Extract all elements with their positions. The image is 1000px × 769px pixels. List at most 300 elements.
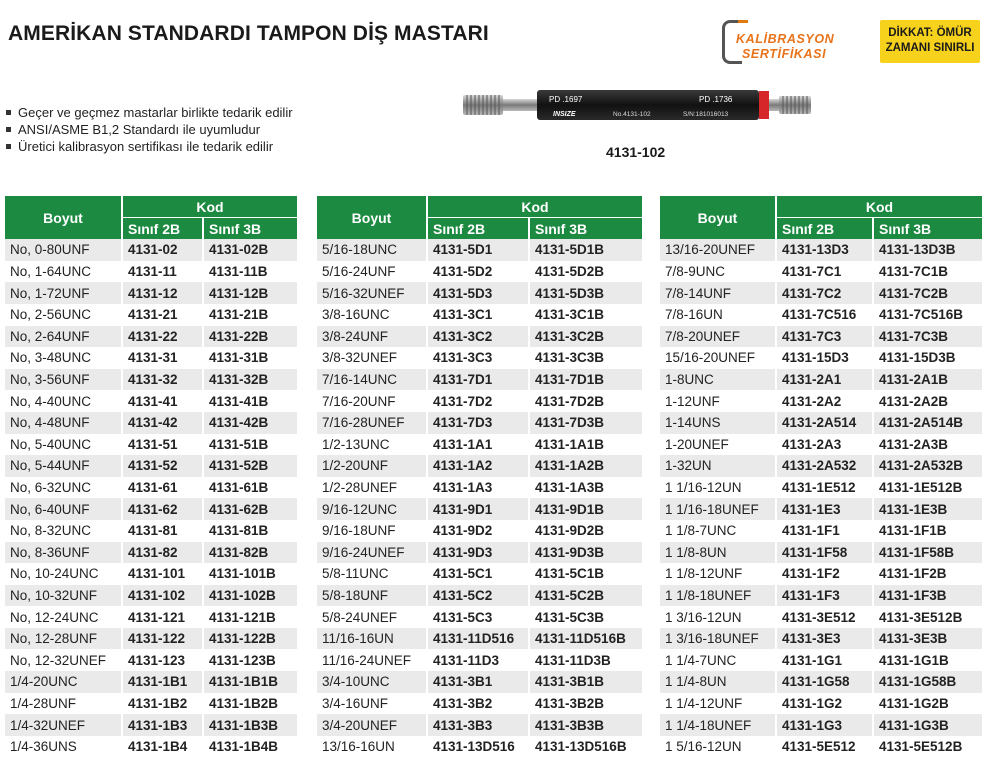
- class-3b-code-cell: 4131-1E3B: [873, 498, 982, 520]
- class-3b-code-cell: 4131-13D516B: [529, 736, 642, 758]
- table-row: [5, 585, 297, 607]
- lifetime-warning-badge: [880, 20, 980, 63]
- table-row: [660, 412, 982, 434]
- class-3b-code-cell: 4131-82B: [203, 542, 297, 564]
- class-2b-code-cell: 4131-1B2: [122, 693, 203, 715]
- class-3b-code-cell: 4131-62B: [203, 498, 297, 520]
- table-row: [5, 671, 297, 693]
- class-3b-code-cell: 4131-02B: [203, 239, 297, 261]
- class-2b-code-cell: 4131-1G1: [776, 649, 873, 671]
- product-image-caption: 4131-102: [606, 144, 666, 160]
- size-cell: No, 3-56UNF: [5, 369, 122, 391]
- class-2b-code-cell: 4131-61: [122, 477, 203, 499]
- class-2b-code-cell: 4131-81: [122, 520, 203, 542]
- table-row: [5, 369, 297, 391]
- class-3b-code-cell: 4131-1B2B: [203, 693, 297, 715]
- class-3b-code-cell: 4131-3E3B: [873, 628, 982, 650]
- table-row: [317, 390, 642, 412]
- class-2b-code-cell: 4131-1E512: [776, 477, 873, 499]
- size-cell: 7/16-28UNEF: [317, 412, 427, 434]
- class-2b-code-cell: 4131-1A1: [427, 434, 529, 456]
- size-cell: 1 3/16-12UN: [660, 606, 776, 628]
- table-row: [5, 455, 297, 477]
- class-3b-code-cell: 4131-101B: [203, 563, 297, 585]
- class-3b-code-cell: 4131-1F2B: [873, 563, 982, 585]
- size-code-table-1: [5, 196, 297, 757]
- class-3b-code-cell: 4131-31B: [203, 347, 297, 369]
- table-row: [660, 542, 982, 564]
- class-2b-code-cell: 4131-13D516: [427, 736, 529, 758]
- header-class-2b: Sınıf 2B: [122, 218, 203, 240]
- class-3b-code-cell: 4131-7C1B: [873, 261, 982, 283]
- size-cell: 9/16-24UNEF: [317, 542, 427, 564]
- size-cell: No, 6-32UNC: [5, 477, 122, 499]
- size-cell: No, 2-64UNF: [5, 326, 122, 348]
- class-2b-code-cell: 4131-2A514: [776, 412, 873, 434]
- table-row: [317, 261, 642, 283]
- class-3b-code-cell: 4131-1B1B: [203, 671, 297, 693]
- class-3b-code-cell: 4131-5E512B: [873, 736, 982, 758]
- size-cell: 5/8-11UNC: [317, 563, 427, 585]
- size-cell: No, 4-48UNF: [5, 412, 122, 434]
- class-2b-code-cell: 4131-3B3: [427, 714, 529, 736]
- class-2b-code-cell: 4131-3E3: [776, 628, 873, 650]
- class-2b-code-cell: 4131-2A3: [776, 434, 873, 456]
- size-cell: 1 1/8-8UN: [660, 542, 776, 564]
- class-2b-code-cell: 4131-2A1: [776, 369, 873, 391]
- gauge-serial: S/N:181016013: [683, 111, 729, 118]
- table-row: [5, 693, 297, 715]
- size-cell: No, 6-40UNF: [5, 498, 122, 520]
- class-3b-code-cell: 4131-7D3B: [529, 412, 642, 434]
- class-3b-code-cell: 4131-1G2B: [873, 693, 982, 715]
- size-cell: No, 8-36UNF: [5, 542, 122, 564]
- size-cell: 5/16-32UNEF: [317, 282, 427, 304]
- size-cell: 15/16-20UNEF: [660, 347, 776, 369]
- table-row: [660, 434, 982, 456]
- class-2b-code-cell: 4131-7C516: [776, 304, 873, 326]
- class-2b-code-cell: 4131-123: [122, 649, 203, 671]
- size-cell: 3/4-20UNEF: [317, 714, 427, 736]
- class-3b-code-cell: 4131-1B4B: [203, 736, 297, 758]
- header-size: Boyut: [317, 196, 427, 239]
- table-row: [5, 714, 297, 736]
- class-2b-code-cell: 4131-41: [122, 390, 203, 412]
- table-row: [5, 520, 297, 542]
- class-3b-code-cell: 4131-5D2B: [529, 261, 642, 283]
- class-3b-code-cell: 4131-5C1B: [529, 563, 642, 585]
- size-cell: 1 1/8-12UNF: [660, 563, 776, 585]
- table-row: [660, 369, 982, 391]
- size-cell: 1 3/16-18UNEF: [660, 628, 776, 650]
- class-2b-code-cell: 4131-1A3: [427, 477, 529, 499]
- table-row: [317, 585, 642, 607]
- class-2b-code-cell: 4131-1B4: [122, 736, 203, 758]
- class-3b-code-cell: 4131-1A2B: [529, 455, 642, 477]
- size-cell: No, 5-40UNC: [5, 434, 122, 456]
- size-cell: 3/8-16UNC: [317, 304, 427, 326]
- certificate-line1: KALİBRASYON: [736, 32, 835, 46]
- table-row: [660, 498, 982, 520]
- table-row: [660, 520, 982, 542]
- class-2b-code-cell: 4131-13D3: [776, 239, 873, 261]
- table-row: [5, 261, 297, 283]
- size-cell: 7/16-20UNF: [317, 390, 427, 412]
- gauge-brand-logo: INSIZE: [553, 111, 576, 118]
- size-cell: 5/8-18UNF: [317, 585, 427, 607]
- table-row: [317, 649, 642, 671]
- size-cell: 11/16-16UN: [317, 628, 427, 650]
- size-cell: 3/8-24UNF: [317, 326, 427, 348]
- nogo-thread-end: [779, 96, 811, 114]
- size-cell: No, 10-24UNC: [5, 563, 122, 585]
- gauge-pd-right: PD .1736: [699, 95, 733, 104]
- feature-item: ANSI/ASME B1,2 Standardı ile uyumludur: [6, 121, 293, 138]
- size-code-table-2: [317, 196, 642, 757]
- class-3b-code-cell: 4131-3B3B: [529, 714, 642, 736]
- table-row: [660, 477, 982, 499]
- class-2b-code-cell: 4131-1F2: [776, 563, 873, 585]
- class-3b-code-cell: 4131-2A514B: [873, 412, 982, 434]
- class-2b-code-cell: 4131-122: [122, 628, 203, 650]
- class-3b-code-cell: 4131-1E512B: [873, 477, 982, 499]
- class-2b-code-cell: 4131-5C3: [427, 606, 529, 628]
- size-cell: No, 10-32UNF: [5, 585, 122, 607]
- class-3b-code-cell: 4131-122B: [203, 628, 297, 650]
- class-2b-code-cell: 4131-11D3: [427, 649, 529, 671]
- table-row: [5, 628, 297, 650]
- size-cell: No, 12-24UNC: [5, 606, 122, 628]
- class-2b-code-cell: 4131-7D3: [427, 412, 529, 434]
- class-3b-code-cell: 4131-3C2B: [529, 326, 642, 348]
- class-2b-code-cell: 4131-82: [122, 542, 203, 564]
- class-2b-code-cell: 4131-32: [122, 369, 203, 391]
- class-3b-code-cell: 4131-5C2B: [529, 585, 642, 607]
- size-cell: No, 3-48UNC: [5, 347, 122, 369]
- table-row: [317, 282, 642, 304]
- class-2b-code-cell: 4131-5D1: [427, 239, 529, 261]
- table-row: [317, 736, 642, 758]
- size-cell: 9/16-12UNC: [317, 498, 427, 520]
- class-3b-code-cell: 4131-61B: [203, 477, 297, 499]
- class-3b-code-cell: 4131-3C3B: [529, 347, 642, 369]
- class-3b-code-cell: 4131-2A3B: [873, 434, 982, 456]
- class-2b-code-cell: 4131-11D516: [427, 628, 529, 650]
- size-cell: 1-20UNEF: [660, 434, 776, 456]
- size-cell: 1 1/16-12UN: [660, 477, 776, 499]
- class-3b-code-cell: 4131-21B: [203, 304, 297, 326]
- size-cell: 7/8-9UNC: [660, 261, 776, 283]
- size-cell: 1 1/4-8UN: [660, 671, 776, 693]
- size-cell: 3/4-16UNF: [317, 693, 427, 715]
- class-3b-code-cell: 4131-11B: [203, 261, 297, 283]
- table-row: [317, 477, 642, 499]
- table-row: [317, 693, 642, 715]
- class-2b-code-cell: 4131-1F58: [776, 542, 873, 564]
- table-row: [317, 434, 642, 456]
- table-row: [317, 671, 642, 693]
- size-cell: 1 1/16-18UNEF: [660, 498, 776, 520]
- size-cell: 9/16-18UNF: [317, 520, 427, 542]
- class-2b-code-cell: 4131-3E512: [776, 606, 873, 628]
- class-2b-code-cell: 4131-1A2: [427, 455, 529, 477]
- class-3b-code-cell: 4131-1F1B: [873, 520, 982, 542]
- table-row: [317, 520, 642, 542]
- size-cell: 1/2-20UNF: [317, 455, 427, 477]
- size-cell: 7/8-20UNEF: [660, 326, 776, 348]
- class-2b-code-cell: 4131-5D3: [427, 282, 529, 304]
- warning-line2: ZAMANI SINIRLI: [885, 42, 975, 54]
- class-3b-code-cell: 4131-2A2B: [873, 390, 982, 412]
- size-cell: 13/16-20UNEF: [660, 239, 776, 261]
- class-3b-code-cell: 4131-9D3B: [529, 542, 642, 564]
- class-2b-code-cell: 4131-9D1: [427, 498, 529, 520]
- table-row: [5, 606, 297, 628]
- class-3b-code-cell: 4131-7D1B: [529, 369, 642, 391]
- size-code-table-3: [660, 196, 982, 757]
- class-3b-code-cell: 4131-3E512B: [873, 606, 982, 628]
- header-class-3b: Sınıf 3B: [203, 218, 297, 240]
- table-row: [317, 347, 642, 369]
- table-row: [5, 736, 297, 758]
- header-class-2b: Sınıf 2B: [427, 218, 529, 240]
- header-code: Kod: [122, 196, 297, 218]
- class-2b-code-cell: 4131-22: [122, 326, 203, 348]
- size-cell: 13/16-16UN: [317, 736, 427, 758]
- class-3b-code-cell: 4131-32B: [203, 369, 297, 391]
- size-cell: No, 12-28UNF: [5, 628, 122, 650]
- class-2b-code-cell: 4131-02: [122, 239, 203, 261]
- table-row: [660, 628, 982, 650]
- class-2b-code-cell: 4131-42: [122, 412, 203, 434]
- size-cell: No, 12-32UNEF: [5, 649, 122, 671]
- table-row: [317, 498, 642, 520]
- header-code: Kod: [427, 196, 642, 218]
- table-row: [5, 477, 297, 499]
- table-row: [660, 282, 982, 304]
- table-row: [660, 693, 982, 715]
- size-cell: 11/16-24UNEF: [317, 649, 427, 671]
- size-cell: 1/4-36UNS: [5, 736, 122, 758]
- class-3b-code-cell: 4131-42B: [203, 412, 297, 434]
- size-cell: 7/16-14UNC: [317, 369, 427, 391]
- class-3b-code-cell: 4131-81B: [203, 520, 297, 542]
- table-row: [317, 369, 642, 391]
- size-cell: No, 4-40UNC: [5, 390, 122, 412]
- class-2b-code-cell: 4131-1G58: [776, 671, 873, 693]
- table-row: [317, 606, 642, 628]
- table-row: [660, 239, 982, 261]
- size-cell: 1-12UNF: [660, 390, 776, 412]
- table-row: [660, 326, 982, 348]
- feature-item: Üretici kalibrasyon sertifikası ile tedarik edilir: [6, 138, 293, 155]
- size-cell: 1-32UN: [660, 455, 776, 477]
- table-row: [5, 390, 297, 412]
- class-2b-code-cell: 4131-52: [122, 455, 203, 477]
- table-row: [317, 326, 642, 348]
- class-3b-code-cell: 4131-3C1B: [529, 304, 642, 326]
- size-cell: No, 5-44UNF: [5, 455, 122, 477]
- class-2b-code-cell: 4131-3B2: [427, 693, 529, 715]
- size-cell: 3/8-32UNEF: [317, 347, 427, 369]
- class-2b-code-cell: 4131-5D2: [427, 261, 529, 283]
- table-row: [317, 714, 642, 736]
- size-cell: No, 8-32UNC: [5, 520, 122, 542]
- table-row: [5, 412, 297, 434]
- table-row: [660, 714, 982, 736]
- table-row: [5, 542, 297, 564]
- class-3b-code-cell: 4131-1A1B: [529, 434, 642, 456]
- table-row: [660, 390, 982, 412]
- class-3b-code-cell: 4131-1G1B: [873, 649, 982, 671]
- certificate-line2: SERTİFİKASI: [742, 47, 827, 61]
- class-2b-code-cell: 4131-1G2: [776, 693, 873, 715]
- class-2b-code-cell: 4131-102: [122, 585, 203, 607]
- class-3b-code-cell: 4131-1G58B: [873, 671, 982, 693]
- class-2b-code-cell: 4131-1B1: [122, 671, 203, 693]
- class-2b-code-cell: 4131-1F1: [776, 520, 873, 542]
- class-3b-code-cell: 4131-123B: [203, 649, 297, 671]
- class-3b-code-cell: 4131-2A1B: [873, 369, 982, 391]
- class-2b-code-cell: 4131-11: [122, 261, 203, 283]
- size-cell: 1-8UNC: [660, 369, 776, 391]
- class-3b-code-cell: 4131-1F3B: [873, 585, 982, 607]
- class-2b-code-cell: 4131-5C1: [427, 563, 529, 585]
- calibration-certificate-badge: [722, 20, 862, 68]
- thread-plug-gauge-image: [463, 88, 811, 122]
- class-3b-code-cell: 4131-121B: [203, 606, 297, 628]
- table-row: [660, 671, 982, 693]
- table-row: [660, 347, 982, 369]
- class-2b-code-cell: 4131-7C2: [776, 282, 873, 304]
- class-3b-code-cell: 4131-3B2B: [529, 693, 642, 715]
- class-2b-code-cell: 4131-2A532: [776, 455, 873, 477]
- class-2b-code-cell: 4131-21: [122, 304, 203, 326]
- table-row: [5, 326, 297, 348]
- class-2b-code-cell: 4131-3C2: [427, 326, 529, 348]
- header-size: Boyut: [5, 196, 122, 239]
- size-cell: 1 1/8-18UNEF: [660, 585, 776, 607]
- size-cell: 1 1/4-7UNC: [660, 649, 776, 671]
- size-cell: 1 1/4-18UNEF: [660, 714, 776, 736]
- class-3b-code-cell: 4131-9D1B: [529, 498, 642, 520]
- size-cell: 5/8-24UNEF: [317, 606, 427, 628]
- class-2b-code-cell: 4131-2A2: [776, 390, 873, 412]
- class-2b-code-cell: 4131-121: [122, 606, 203, 628]
- class-3b-code-cell: 4131-3B1B: [529, 671, 642, 693]
- class-2b-code-cell: 4131-5E512: [776, 736, 873, 758]
- class-2b-code-cell: 4131-51: [122, 434, 203, 456]
- class-3b-code-cell: 4131-1F58B: [873, 542, 982, 564]
- size-cell: 1/4-32UNEF: [5, 714, 122, 736]
- class-3b-code-cell: 4131-11D3B: [529, 649, 642, 671]
- go-thread-end: [463, 95, 503, 115]
- size-cell: 1/4-20UNC: [5, 671, 122, 693]
- class-3b-code-cell: 4131-7D2B: [529, 390, 642, 412]
- table-row: [660, 563, 982, 585]
- header-class-2b: Sınıf 2B: [776, 218, 873, 240]
- class-2b-code-cell: 4131-1F3: [776, 585, 873, 607]
- class-2b-code-cell: 4131-62: [122, 498, 203, 520]
- class-2b-code-cell: 4131-5C2: [427, 585, 529, 607]
- table-row: [5, 649, 297, 671]
- table-row: [660, 261, 982, 283]
- size-cell: No, 0-80UNF: [5, 239, 122, 261]
- size-cell: 7/8-16UN: [660, 304, 776, 326]
- class-2b-code-cell: 4131-12: [122, 282, 203, 304]
- table-row: [5, 498, 297, 520]
- feature-list: [6, 104, 293, 155]
- class-3b-code-cell: 4131-5C3B: [529, 606, 642, 628]
- class-3b-code-cell: 4131-1B3B: [203, 714, 297, 736]
- size-cell: 5/16-24UNF: [317, 261, 427, 283]
- size-cell: No, 2-56UNC: [5, 304, 122, 326]
- table-row: [317, 628, 642, 650]
- feature-item: Geçer ve geçmez mastarlar birlikte tedarik edilir: [6, 104, 293, 121]
- size-cell: 7/8-14UNF: [660, 282, 776, 304]
- class-3b-code-cell: 4131-7C516B: [873, 304, 982, 326]
- class-3b-code-cell: 4131-12B: [203, 282, 297, 304]
- table-row: [317, 412, 642, 434]
- class-2b-code-cell: 4131-31: [122, 347, 203, 369]
- class-3b-code-cell: 4131-2A532B: [873, 455, 982, 477]
- size-cell: 1 1/8-7UNC: [660, 520, 776, 542]
- size-cell: 5/16-18UNC: [317, 239, 427, 261]
- table-row: [317, 542, 642, 564]
- class-3b-code-cell: 4131-9D2B: [529, 520, 642, 542]
- warning-line1: DİKKAT: ÖMÜR: [888, 27, 972, 39]
- class-2b-code-cell: 4131-7C1: [776, 261, 873, 283]
- table-row: [5, 434, 297, 456]
- class-3b-code-cell: 4131-7C3B: [873, 326, 982, 348]
- class-2b-code-cell: 4131-101: [122, 563, 203, 585]
- class-3b-code-cell: 4131-7C2B: [873, 282, 982, 304]
- table-row: [5, 239, 297, 261]
- table-row: [5, 347, 297, 369]
- size-cell: 1/4-28UNF: [5, 693, 122, 715]
- class-3b-code-cell: 4131-11D516B: [529, 628, 642, 650]
- gauge-pd-left: PD .1697: [549, 95, 583, 104]
- table-row: [5, 304, 297, 326]
- class-2b-code-cell: 4131-15D3: [776, 347, 873, 369]
- table-row: [660, 606, 982, 628]
- table-row: [5, 282, 297, 304]
- class-3b-code-cell: 4131-22B: [203, 326, 297, 348]
- class-2b-code-cell: 4131-3C3: [427, 347, 529, 369]
- class-2b-code-cell: 4131-1G3: [776, 714, 873, 736]
- class-3b-code-cell: 4131-52B: [203, 455, 297, 477]
- class-3b-code-cell: 4131-1G3B: [873, 714, 982, 736]
- class-2b-code-cell: 4131-9D3: [427, 542, 529, 564]
- size-cell: 3/4-10UNC: [317, 671, 427, 693]
- size-cell: 1/2-28UNEF: [317, 477, 427, 499]
- class-2b-code-cell: 4131-3B1: [427, 671, 529, 693]
- header-code: Kod: [776, 196, 982, 218]
- class-3b-code-cell: 4131-102B: [203, 585, 297, 607]
- class-3b-code-cell: 4131-15D3B: [873, 347, 982, 369]
- class-3b-code-cell: 4131-51B: [203, 434, 297, 456]
- size-cell: 1-14UNS: [660, 412, 776, 434]
- table-row: [5, 563, 297, 585]
- table-row: [660, 736, 982, 758]
- table-row: [317, 239, 642, 261]
- class-3b-code-cell: 4131-13D3B: [873, 239, 982, 261]
- class-2b-code-cell: 4131-9D2: [427, 520, 529, 542]
- class-3b-code-cell: 4131-5D1B: [529, 239, 642, 261]
- class-2b-code-cell: 4131-1E3: [776, 498, 873, 520]
- table-row: [317, 455, 642, 477]
- class-2b-code-cell: 4131-1B3: [122, 714, 203, 736]
